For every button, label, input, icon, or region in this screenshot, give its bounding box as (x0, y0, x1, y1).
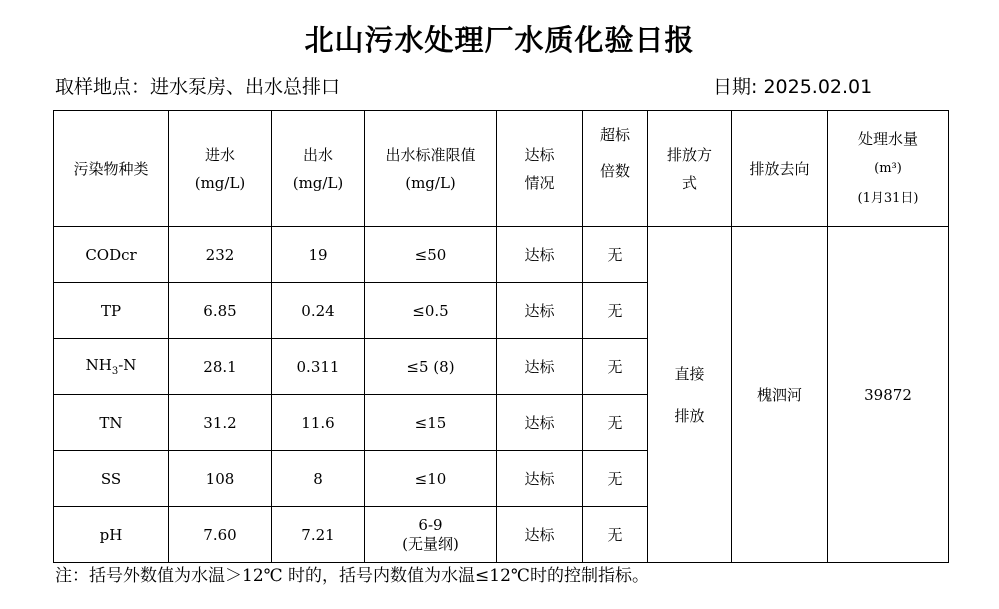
header-inflow: 进水 (mg/L) (169, 111, 272, 227)
header-limit: 出水标准限值 (mg/L) (365, 111, 497, 227)
limit-value: ≤5 (8) (365, 339, 497, 395)
exceed-value: 无 (583, 339, 648, 395)
limit-value: ≤50 (365, 227, 497, 283)
inflow-value: 6.85 (169, 283, 272, 339)
inflow-value: 232 (169, 227, 272, 283)
inflow-value: 7.60 (169, 507, 272, 563)
compliance-status: 达标 (497, 227, 583, 283)
inflow-value: 31.2 (169, 395, 272, 451)
pollutant-name: SS (54, 451, 169, 507)
outflow-value: 7.21 (272, 507, 365, 563)
header-pollutant: 污染物种类 (54, 111, 169, 227)
exceed-value: 无 (583, 283, 648, 339)
table-row (54, 227, 949, 283)
compliance-status: 达标 (497, 339, 583, 395)
compliance-status: 达标 (497, 507, 583, 563)
destination-cell: 槐泗河 (732, 227, 828, 563)
header-discharge-mode: 排放方 式 (648, 111, 732, 227)
limit-value: ≤10 (365, 451, 497, 507)
outflow-value: 11.6 (272, 395, 365, 451)
pollutant-name: TN (54, 395, 169, 451)
limit-value: ≤0.5 (365, 283, 497, 339)
table-header-row (54, 111, 949, 227)
inflow-value: 108 (169, 451, 272, 507)
pollutant-name: $NH_3-N$ (54, 339, 169, 395)
exceed-value: 无 (583, 395, 648, 451)
outflow-value: 0.311 (272, 339, 365, 395)
header-compliance: 达标 情况 (497, 111, 583, 227)
exceed-value: 无 (583, 507, 648, 563)
footnote: 注：括号外数值为水温＞12℃ 时的，括号内数值为水温≤12℃时的控制指标。 (55, 566, 649, 586)
report-title: 北山污水处理厂水质化验日报 (304, 23, 695, 57)
compliance-status: 达标 (497, 451, 583, 507)
volume-cell: 39872 (828, 227, 949, 563)
limit-value: ≤15 (365, 395, 497, 451)
compliance-status: 达标 (497, 395, 583, 451)
water-quality-table (53, 110, 949, 563)
header-volume: 处理水量 (m³) (1月31日) (828, 111, 949, 227)
outflow-value: 8 (272, 451, 365, 507)
inflow-value: 28.1 (169, 339, 272, 395)
header-destination: 排放去向 (732, 111, 828, 227)
outflow-value: 19 (272, 227, 365, 283)
header-outflow: 出水 (mg/L) (272, 111, 365, 227)
pollutant-name: CODcr (54, 227, 169, 283)
report-date: 日期: 2025.02.01 (713, 76, 873, 98)
header-exceed: 超标 倍数 (583, 111, 648, 227)
exceed-value: 无 (583, 227, 648, 283)
compliance-status: 达标 (497, 283, 583, 339)
exceed-value: 无 (583, 451, 648, 507)
discharge-mode-cell: 直接 排放 (648, 227, 732, 563)
sampling-location: 取样地点：进水泵房、出水总排口 (55, 76, 341, 98)
limit-value: 6-9 (无量纲) (365, 507, 497, 563)
pollutant-name: TP (54, 283, 169, 339)
pollutant-name: pH (54, 507, 169, 563)
outflow-value: 0.24 (272, 283, 365, 339)
